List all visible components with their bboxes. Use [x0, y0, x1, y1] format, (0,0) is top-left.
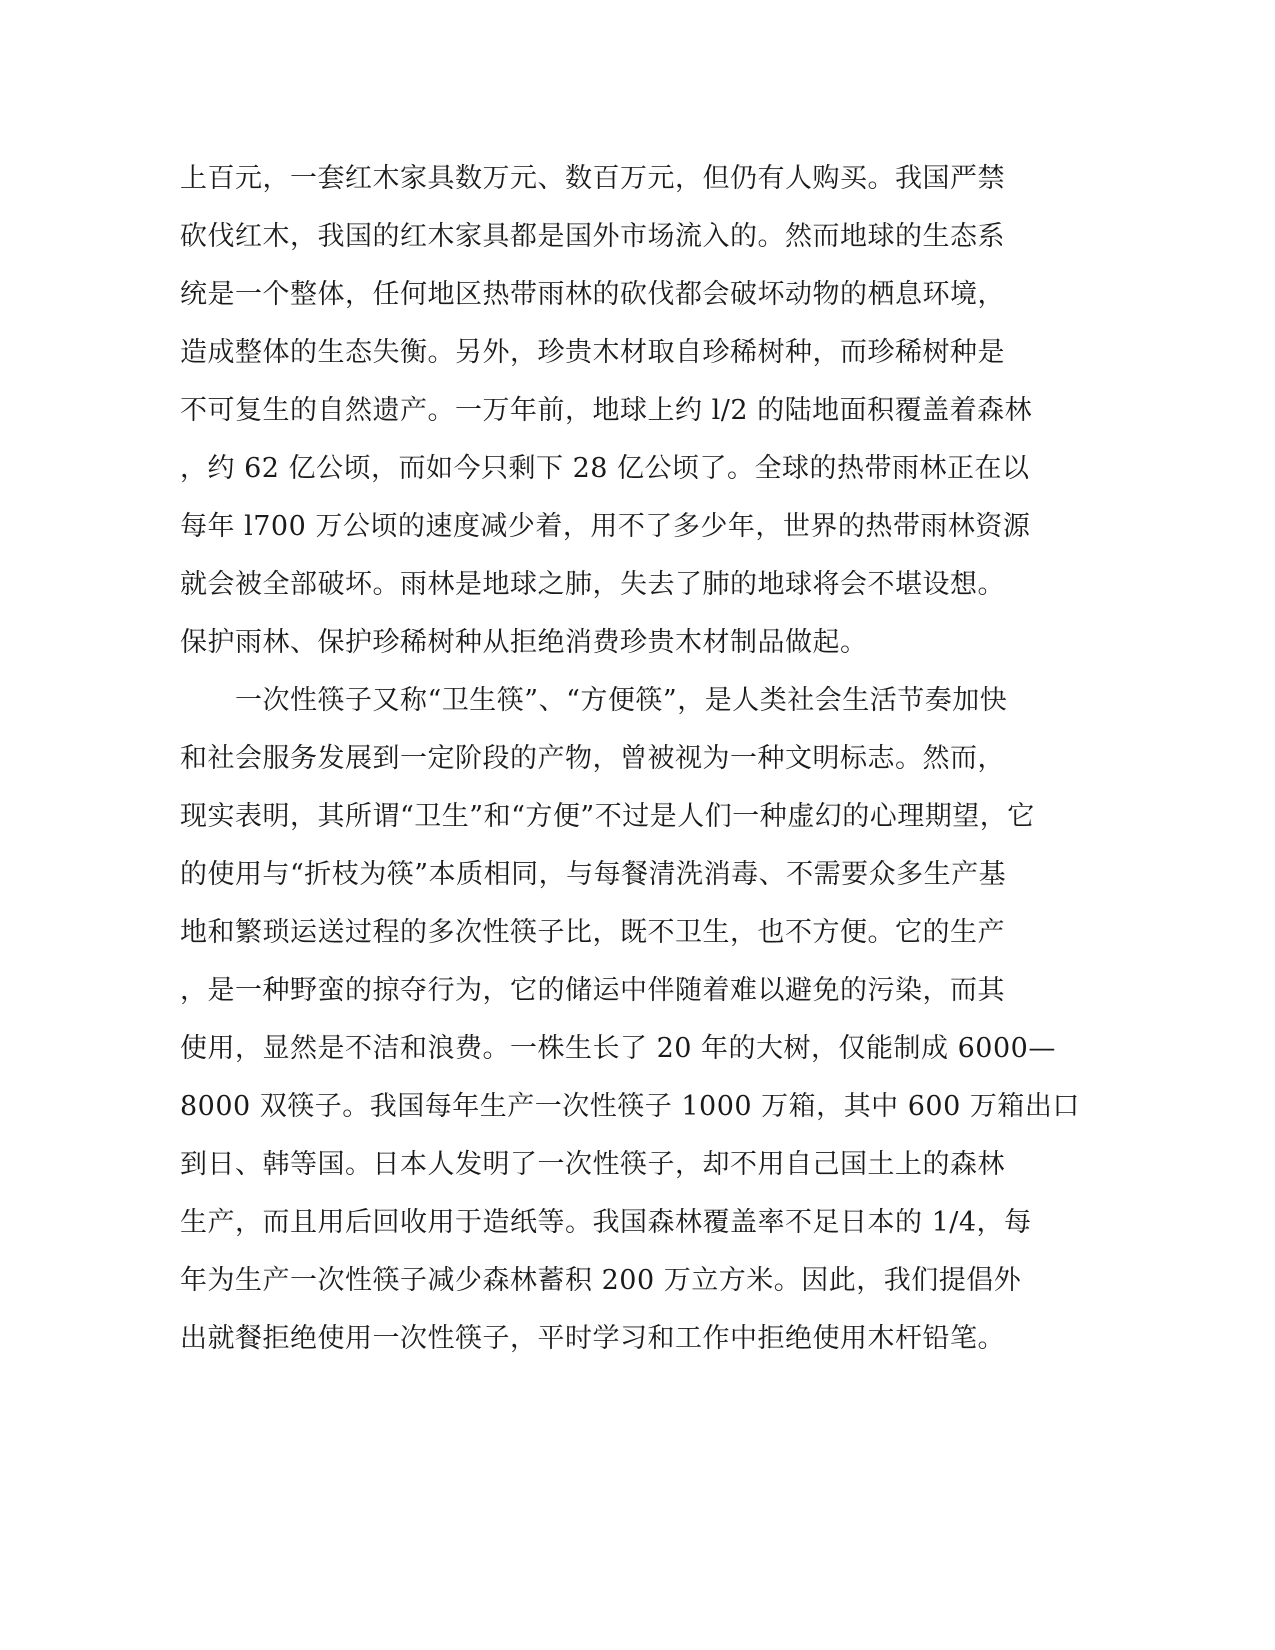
text-line: 出就餐拒绝使用一次性筷子，平时学习和工作中拒绝使用木杆铅笔。 [180, 1323, 1005, 1354]
text-line: 和社会服务发展到一定阶段的产物，曾被视为一种文明标志。然而， [180, 743, 1005, 774]
text-line: ，是一种野蛮的掠夺行为，它的储运中伴随着难以避免的污染，而其 [180, 975, 1005, 1006]
body-text [180, 150, 1080, 1368]
text-line: 年为生产一次性筷子减少森林蓄积 200 万立方米。因此，我们提倡外 [180, 1265, 1022, 1296]
text-line: 不可复生的自然遗产。一万年前，地球上约 l/2 的陆地面积覆盖着森林 [180, 395, 1033, 426]
text-line: 砍伐红木，我国的红木家具都是国外市场流入的。然而地球的生态系 [180, 221, 1005, 252]
text-line: 保护雨林、保护珍稀树种从拒绝消费珍贵木材制品做起。 [180, 627, 868, 658]
paragraph-start-line: 一次性筷子又称“卫生筷”、“方便筷”，是人类社会生活节奏加快 [180, 685, 1008, 716]
text-line: 现实表明，其所谓“卫生”和“方便”不过是人们一种虚幻的心理期望，它 [180, 801, 1035, 832]
text-line: 统是一个整体，任何地区热带雨林的砍伐都会破坏动物的栖息环境， [180, 279, 1005, 310]
text-line: 生产，而且用后回收用于造纸等。我国森林覆盖率不足日本的 1/4，每 [180, 1207, 1032, 1238]
text-line: ，约 62 亿公顷，而如今只剩下 28 亿公顷了。全球的热带雨林正在以 [180, 453, 1030, 484]
text-line: 到日、韩等国。日本人发明了一次性筷子，却不用自己国土上的森林 [180, 1149, 1005, 1180]
text-line: 使用，显然是不洁和浪费。一株生长了 20 年的大树，仅能制成 6000— [180, 1033, 1056, 1064]
text-line: 8000 双筷子。我国每年生产一次性筷子 1000 万箱，其中 600 万箱出口 [180, 1091, 1080, 1122]
text-line: 地和繁琐运送过程的多次性筷子比，既不卫生，也不方便。它的生产 [180, 917, 1005, 948]
text-line: 每年 l700 万公顷的速度减少着，用不了多少年，世界的热带雨林资源 [180, 511, 1031, 542]
text-line: 造成整体的生态失衡。另外，珍贵木材取自珍稀树种，而珍稀树种是 [180, 337, 1005, 368]
text-line: 就会被全部破坏。雨林是地球之肺，失去了肺的地球将会不堪设想。 [180, 569, 1005, 600]
text-line: 上百元，一套红木家具数万元、数百万元，但仍有人购买。我国严禁 [180, 163, 1005, 194]
text-line: 的使用与“折枝为筷”本质相同，与每餐清洗消毒、不需要众多生产基 [180, 859, 1007, 890]
